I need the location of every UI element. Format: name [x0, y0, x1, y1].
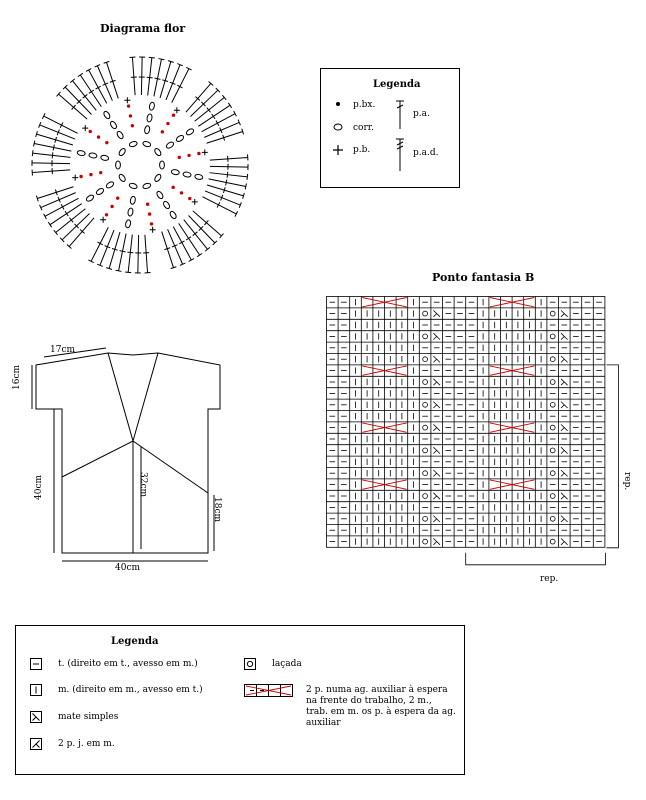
chain-oval [127, 208, 133, 217]
legend-label-corr: corr. [353, 123, 374, 133]
chain-oval [175, 134, 184, 142]
treble-stitch [50, 204, 82, 225]
neck-v-left [108, 353, 133, 441]
treble-stitch [168, 229, 183, 264]
treble-stitch [33, 153, 71, 157]
decrease-mark [433, 470, 440, 476]
treble-stitch [97, 66, 112, 101]
chain-oval [156, 190, 164, 199]
chain-oval [109, 120, 117, 129]
yarn-over-mark [550, 425, 555, 430]
mate-simples-icon [30, 711, 42, 723]
join-dot [188, 154, 190, 156]
stitch-bar [89, 90, 94, 93]
treble-stitch [56, 209, 86, 233]
stitch-bar [127, 252, 133, 253]
chain-oval [100, 155, 109, 161]
single-crochet [100, 217, 106, 223]
knit-dash-icon [30, 658, 42, 670]
flower-motif [32, 57, 248, 273]
treble-stitch [44, 116, 78, 133]
join-dot [178, 156, 180, 158]
treble-stitch [45, 198, 78, 216]
yarn-over-mark [550, 494, 555, 499]
join-dot [161, 131, 163, 133]
decrease-mark [433, 493, 440, 499]
stitch-bar [226, 180, 227, 186]
decrease-mark [561, 447, 568, 453]
decrease-mark [561, 310, 568, 316]
join-dot [89, 130, 91, 132]
join-dot [148, 213, 150, 215]
legend-label-pb: p.b. [353, 145, 371, 155]
stitch-bar [120, 251, 126, 252]
chain-oval [144, 125, 150, 134]
decrease-mark [433, 402, 440, 408]
stitch-bar [65, 211, 68, 216]
yarn-over-mark [550, 357, 555, 362]
chain-oval [125, 219, 131, 228]
decrease-mark [561, 470, 568, 476]
legend-label-cable: 2 p. numa ag. auxiliar à espera na frente do trabalho, 2 m., trab. em m. os p. à espera da ag. auxiliar [306, 685, 456, 728]
yarn-over-mark [423, 402, 428, 407]
yarn-over-mark [550, 311, 555, 316]
legend-label-purl: m. (direito em m., avesso em t.) [58, 685, 203, 695]
treble-stitch [207, 131, 243, 143]
chain-oval [142, 182, 151, 189]
join-dot [180, 192, 182, 194]
chain-oval [103, 110, 111, 119]
treble-stitch [210, 166, 248, 167]
treble-stitch [141, 57, 142, 95]
chain-oval [160, 161, 165, 169]
join-dot [150, 223, 152, 225]
rep-label-horizontal: rep. [540, 574, 559, 584]
chain-oval [169, 210, 177, 219]
stitch-bar [52, 152, 53, 158]
single-crochet [202, 149, 208, 155]
treble-stitch [179, 223, 200, 255]
treble-stitch [32, 163, 70, 164]
join-dot [189, 197, 191, 199]
decrease-mark [561, 333, 568, 339]
knitting-chart-b [326, 296, 636, 590]
pa-stitch-icon [395, 99, 405, 131]
yarn-over-mark [423, 311, 428, 316]
k2tog-icon [30, 738, 42, 750]
single-crochet [150, 227, 156, 233]
treble-stitch [204, 122, 239, 137]
single-crochet [72, 175, 78, 181]
treble-stitch [32, 170, 70, 173]
join-dot [106, 141, 108, 143]
join-dot [97, 136, 99, 138]
legend-label-k2tog: 2 p. j. em m. [58, 739, 115, 749]
treble-stitch [202, 197, 236, 214]
chain-oval [116, 130, 124, 139]
treble-stitch [210, 157, 248, 160]
neck-v-right [133, 353, 158, 441]
decrease-mark [433, 310, 440, 316]
chain-oval [183, 171, 192, 177]
stitch-bar [227, 172, 228, 178]
decrease-mark [561, 538, 568, 544]
chain-oval [165, 141, 174, 149]
join-dot [90, 173, 92, 175]
flower-diagram-title: Diagrama flor [100, 22, 186, 35]
stitch-top [34, 141, 35, 147]
join-dot [172, 186, 174, 188]
treble-stitch [202, 114, 235, 132]
garment-schematic [10, 335, 250, 580]
treble-stitch [145, 235, 148, 273]
chain-oval [85, 194, 94, 202]
treble-stitch [190, 90, 217, 116]
yarn-over-mark [550, 402, 555, 407]
join-dot [105, 214, 107, 216]
stitch-bar [155, 78, 161, 79]
yarn-over-mark [423, 516, 428, 521]
legend-bottom-title: Legenda [111, 636, 159, 647]
legend-label-pa: p.a. [413, 109, 430, 119]
stitch-top [247, 174, 248, 180]
yarn-over-mark [550, 380, 555, 385]
legend-label-pad: p.a.d. [413, 148, 439, 158]
treble-stitch [37, 187, 73, 199]
legend-label-pbx: p.bx. [353, 100, 376, 110]
treble-stitch [132, 57, 135, 95]
chain-oval [116, 161, 121, 169]
pbx-dot-icon [333, 99, 343, 109]
purl-bar-icon [30, 684, 42, 696]
join-dot [172, 114, 174, 116]
chain-oval [154, 147, 163, 156]
treble-stitch [162, 232, 174, 268]
legend-label-knit: t. (direito em t., avesso em m.) [58, 659, 198, 669]
treble-stitch [195, 97, 225, 121]
chain-oval [185, 128, 194, 136]
chain-oval [129, 141, 138, 148]
chain-oval [77, 150, 86, 156]
stitch-legend-crochet [320, 68, 460, 188]
join-dot [167, 122, 169, 124]
yarn-over-mark [550, 448, 555, 453]
stitch-top [125, 272, 131, 273]
stitch-top [48, 222, 51, 227]
pad-stitch-icon [395, 137, 405, 173]
join-dot [111, 205, 113, 207]
chain-oval [118, 147, 127, 156]
yarn-over-mark [550, 334, 555, 339]
treble-stitch [80, 75, 101, 107]
treble-stitch [72, 81, 96, 111]
treble-stitch [148, 58, 152, 96]
dim-label-side-height: 40cm [34, 474, 44, 500]
treble-stitch [106, 62, 118, 98]
chain-oval [89, 152, 98, 158]
join-dot [80, 175, 82, 177]
stitch-top [116, 270, 122, 271]
chain-oval [171, 169, 180, 175]
yarn-over-mark [423, 425, 428, 430]
yarn-over-mark [423, 380, 428, 385]
single-crochet [82, 125, 88, 131]
treble-stitch [210, 173, 248, 177]
treble-stitch [198, 105, 230, 126]
decrease-mark [433, 516, 440, 522]
decrease-mark [433, 356, 440, 362]
dim-label-bottom-width: 40cm [115, 563, 141, 573]
single-crochet [124, 97, 130, 103]
yarn-over-mark [423, 494, 428, 499]
stitch-top [159, 59, 165, 60]
cable-icon [244, 684, 294, 697]
chain-oval [118, 173, 127, 182]
dim-label-sleeve-width: 17cm [50, 345, 76, 355]
chain-oval [130, 196, 136, 205]
stitch-top [197, 253, 202, 256]
join-dot [127, 105, 129, 107]
decrease-mark [433, 424, 440, 430]
join-dot [100, 171, 102, 173]
front-left-curve [62, 441, 133, 477]
dim-label-center-height: 32cm [138, 472, 148, 498]
chain-oval [95, 187, 104, 195]
legend-label-yarn-over: laçada [272, 659, 302, 669]
treble-stitch [173, 227, 191, 260]
stitch-top [228, 103, 231, 108]
treble-stitch [188, 215, 214, 242]
yarn-over-mark [423, 448, 428, 453]
chain-oval [142, 141, 151, 148]
treble-stitch [91, 227, 108, 261]
stitch-top [32, 150, 33, 156]
treble-stitch [138, 235, 139, 273]
flower-diagram [15, 45, 275, 290]
chart-b-title: Ponto fantasia B [432, 271, 535, 284]
pb-cross-icon [332, 144, 344, 156]
stitch-legend-knitting [15, 625, 465, 775]
join-dot [146, 203, 148, 205]
chain-oval [149, 102, 155, 111]
stitch-top [78, 73, 83, 76]
stitch-top [245, 184, 246, 190]
treble-stitch [89, 70, 107, 103]
stitch-top [149, 57, 155, 58]
dim-label-sleeve-height: 16cm [12, 364, 22, 390]
decrease-mark [561, 402, 568, 408]
rep-bracket-vertical [606, 365, 618, 548]
decrease-mark [561, 424, 568, 430]
treble-stitch [65, 87, 91, 114]
yarn-over-mark [550, 516, 555, 521]
decrease-mark [433, 379, 440, 385]
yarn-over-mark [550, 539, 555, 544]
decrease-mark [433, 333, 440, 339]
stitch-bar [53, 145, 54, 151]
stitch-bar [186, 237, 191, 240]
join-dot [131, 125, 133, 127]
yarn-over-mark [550, 471, 555, 476]
single-crochet [174, 107, 180, 113]
stitch-bar [212, 114, 215, 119]
chart-grid [327, 297, 605, 548]
decrease-mark [433, 447, 440, 453]
yarn-over-mark [423, 357, 428, 362]
decrease-mark [433, 538, 440, 544]
treble-stitch [184, 220, 208, 250]
yarn-over-mark [423, 539, 428, 544]
treble-stitch [172, 69, 189, 103]
corr-oval-icon [332, 122, 344, 132]
join-dot [116, 197, 118, 199]
decrease-mark [561, 493, 568, 499]
decrease-mark [561, 516, 568, 522]
treble-stitch [128, 235, 132, 273]
legend-title: Legenda [373, 79, 421, 90]
garment-outline [36, 353, 220, 553]
yarn-over-mark [423, 334, 428, 339]
yarn-over-icon [244, 658, 256, 670]
chain-oval [129, 182, 138, 189]
chain-oval [146, 114, 152, 123]
join-dot [129, 115, 131, 117]
yarn-over-mark [423, 471, 428, 476]
chain-oval [105, 181, 114, 189]
dim-label-front-lower: 18cm [212, 497, 222, 523]
single-crochet [192, 199, 198, 205]
decrease-mark [561, 356, 568, 362]
chain-oval [154, 173, 163, 182]
decrease-mark [561, 379, 568, 385]
legend-label-mate-simples: mate simples [58, 712, 119, 722]
treble-stitch [41, 193, 76, 208]
treble-stitch [62, 213, 89, 239]
chain-oval [194, 174, 203, 180]
chain-oval [162, 200, 170, 209]
stitch-bar [147, 77, 153, 78]
rep-label-vertical: rep. [622, 472, 632, 491]
rep-bracket-horizontal [466, 553, 606, 565]
join-dot [198, 152, 200, 154]
